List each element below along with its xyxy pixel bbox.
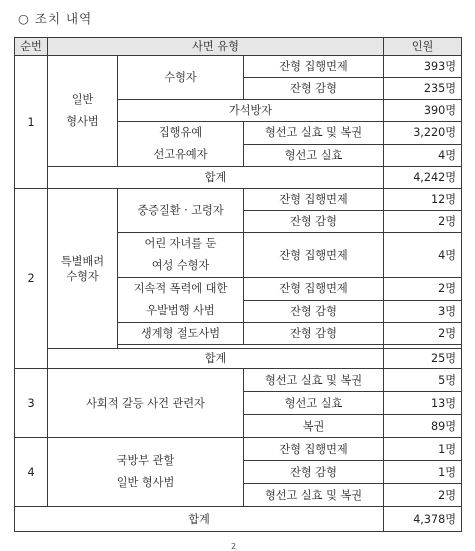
group-4-category-line1: 국방부 관할	[116, 454, 175, 467]
group-1-sub-probation-line2: 선고유예자	[153, 148, 208, 161]
count-cell: 3,220명	[384, 122, 462, 145]
detail-cell: 잔형 감형	[244, 300, 384, 323]
detail-cell: 잔형 집행면제	[244, 233, 384, 278]
group-2-sub-theft: 생계형 절도사범	[118, 323, 244, 345]
header-type: 사면 유형	[48, 38, 384, 56]
group-2-category-line2: 수형자	[66, 269, 99, 283]
count-cell: 1명	[384, 438, 462, 461]
group-3-no: 3	[15, 369, 48, 438]
count-cell: 4명	[384, 233, 462, 278]
count-cell: 12명	[384, 189, 462, 211]
group-2-sub-violence	[118, 278, 244, 323]
group-4-no: 4	[15, 438, 48, 507]
count-cell: 1명	[384, 461, 462, 484]
group-1-no: 1	[15, 56, 48, 189]
detail-cell: 복권	[244, 415, 384, 438]
detail-cell: 형선고 실효	[244, 392, 384, 415]
group-1-total-label: 합계	[48, 167, 384, 189]
group-2-sub-mothers-line2: 여성 수형자	[151, 259, 210, 272]
group-2-no: 2	[15, 189, 48, 369]
count-cell: 2명	[384, 484, 462, 507]
detail-cell: 형선고 실효 및 복권	[244, 122, 384, 145]
group-1-category	[48, 56, 118, 167]
count-cell: 2명	[384, 211, 462, 233]
header-count: 인원	[384, 38, 462, 56]
count-cell: 89명	[384, 415, 462, 438]
detail-cell: 형선고 실효	[244, 144, 384, 167]
detail-cell: 잔형 감형	[244, 211, 384, 233]
group-2-sub-violence-line1: 지속적 폭력에 대한	[133, 282, 228, 295]
group-1-sub-parole: 가석방자	[118, 100, 384, 122]
group-1-sub-probation-line1: 집행유예	[158, 126, 203, 139]
group-1-sub-probation	[118, 122, 244, 167]
group-2-category-line1: 특별배려	[60, 254, 105, 268]
count-cell: 390명	[384, 100, 462, 122]
table-row	[15, 189, 462, 211]
group-1-total-count: 4,242명	[384, 167, 462, 189]
pardon-table	[14, 37, 462, 532]
group-2-sub-violence-line2: 우발범행 사범	[146, 304, 215, 317]
group-2-category	[48, 189, 118, 349]
detail-cell: 형선고 실효 및 복권	[244, 369, 384, 392]
detail-cell: 형선고 실효 및 복권	[244, 484, 384, 507]
detail-cell: 잔형 집행면제	[244, 189, 384, 211]
grand-total-label: 합계	[15, 507, 384, 532]
count-cell: 13명	[384, 392, 462, 415]
detail-cell: 잔형 집행면제	[244, 278, 384, 301]
detail-cell: 잔형 집행면제	[244, 56, 384, 78]
count-cell: 393명	[384, 56, 462, 78]
count-cell: 5명	[384, 369, 462, 392]
table-row	[15, 438, 462, 461]
group-2-sub-ill-elderly: 중증질환 · 고령자	[118, 189, 244, 233]
detail-cell: 잔형 감형	[244, 78, 384, 100]
detail-cell: 잔형 집행면제	[244, 438, 384, 461]
group-2-sub-mothers	[118, 233, 244, 278]
detail-cell: 잔형 감형	[244, 461, 384, 484]
table-row	[15, 56, 462, 78]
table-row	[15, 369, 462, 392]
header-row	[15, 38, 462, 56]
count-cell: 235명	[384, 78, 462, 100]
count-cell: 4명	[384, 144, 462, 167]
group-2-total-label: 합계	[48, 349, 384, 369]
count-cell: 2명	[384, 278, 462, 301]
page-number: 2	[231, 542, 237, 551]
group-4-category	[48, 438, 244, 507]
group-3-category: 사회적 갈등 사건 관련자	[48, 369, 244, 438]
detail-cell: 잔형 감형	[244, 323, 384, 345]
section-title: ○ 조치 내역	[18, 11, 93, 26]
group-2-total-count: 25명	[384, 349, 462, 369]
header-no: 순번	[15, 38, 48, 56]
table-row	[15, 167, 462, 189]
count-cell: 2명	[384, 323, 462, 345]
group-1-sub-inmates: 수형자	[118, 56, 244, 100]
table-row	[15, 349, 462, 369]
count-cell: 3명	[384, 300, 462, 323]
group-4-category-line2: 일반 형사범	[116, 476, 175, 489]
grand-total-count: 4,378명	[384, 507, 462, 532]
grand-total-row	[15, 507, 462, 532]
group-1-category-line1: 일반	[71, 93, 94, 106]
group-1-category-line2: 형사범	[66, 115, 99, 128]
group-2-sub-mothers-line1: 어린 자녀를 둔	[144, 237, 217, 250]
